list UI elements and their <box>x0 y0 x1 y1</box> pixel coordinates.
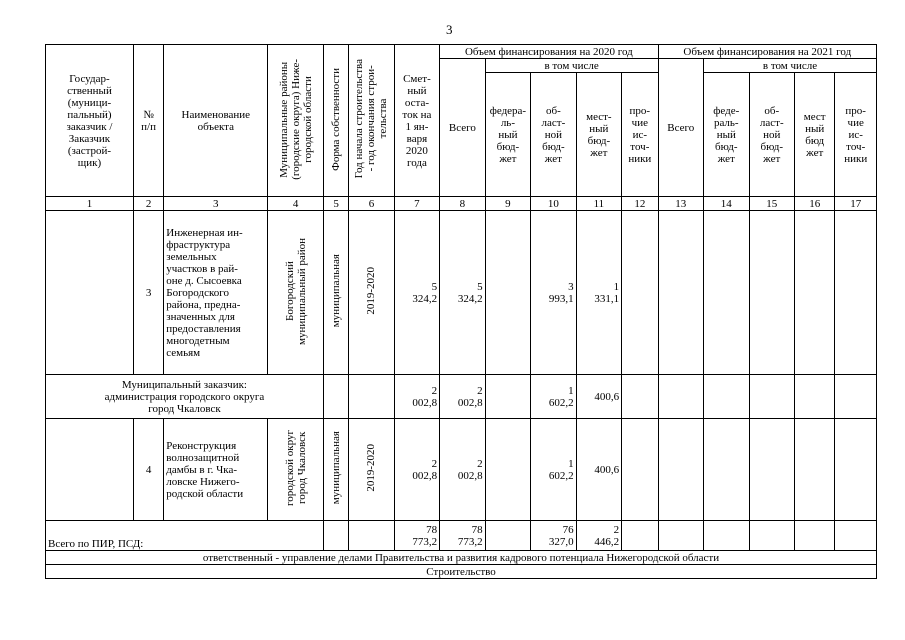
col-num: 12 <box>622 197 658 211</box>
header-regional-2020: об- ласт- ной бюд- жет <box>531 73 576 197</box>
table-row <box>46 375 877 419</box>
financing-table <box>45 44 877 579</box>
header-fin-2021: Объем финансирования на 2021 год <box>658 45 876 59</box>
total-2020-value: 5 324,2 <box>440 211 485 375</box>
regional-2020-value: 3 993,1 <box>531 211 576 375</box>
total-2020-value: 2 002,8 <box>440 419 485 521</box>
customer-label: Муниципальный заказчик: администрация городского округа город Чкаловск <box>46 375 324 419</box>
page-number: 3 <box>446 22 453 37</box>
ownership: муниципальная <box>323 419 348 521</box>
col-num: 2 <box>133 197 163 211</box>
header-years: Год начала строительства - год окончания строи- тельства <box>349 45 394 197</box>
estimate-value: 2 002,8 <box>394 419 439 521</box>
regional-2020-value: 1 602,2 <box>531 419 576 521</box>
table-row <box>46 419 877 521</box>
row-number: 4 <box>133 419 163 521</box>
responsible-row: ответственный - управление делами Правительства и развития кадрового потенциала Нижегородской области <box>46 551 877 565</box>
column-number-row <box>46 197 877 211</box>
header-number: № п/п <box>133 45 163 197</box>
header-other-2021: про- чие ис- точ- ники <box>835 73 877 197</box>
total-2020-value: 2 002,8 <box>440 375 485 419</box>
header-local-2020: мест- ный бюд- жет <box>576 73 621 197</box>
col-num: 14 <box>704 197 749 211</box>
estimate-value: 2 002,8 <box>394 375 439 419</box>
header-incl-2021: в том числе <box>704 59 877 73</box>
col-num: 9 <box>485 197 530 211</box>
col-num: 17 <box>835 197 877 211</box>
estimate-value: 5 324,2 <box>394 211 439 375</box>
col-num: 13 <box>658 197 703 211</box>
table-row <box>46 211 877 375</box>
col-num: 8 <box>440 197 485 211</box>
section-row: Строительство <box>46 565 877 579</box>
col-num: 10 <box>531 197 576 211</box>
header-federal-2021: феде- раль- ный бюд- жет <box>704 73 749 197</box>
total-label: Всего по ПИР, ПСД: <box>46 521 324 551</box>
header-fin-2020: Объем финансирования на 2020 год <box>440 45 658 59</box>
header-estimate: Смет- ный оста- ток на 1 ян- варя 2020 года <box>394 45 439 197</box>
district: Богородский муниципальный район <box>268 211 324 375</box>
ownership: муниципальная <box>323 211 348 375</box>
header-local-2021: мест ный бюд жет <box>795 73 835 197</box>
col-num: 3 <box>164 197 268 211</box>
col-num: 11 <box>576 197 621 211</box>
col-num: 6 <box>349 197 394 211</box>
header-regional-2021: об- ласт- ной бюд- жет <box>749 73 794 197</box>
local-2020-value: 400,6 <box>576 375 621 419</box>
col-num: 1 <box>46 197 134 211</box>
table-row <box>46 521 877 551</box>
header-object-name: Наименование объекта <box>164 45 268 197</box>
header-districts: Муниципальные районы (городские округа) Ниже- городской области <box>268 45 324 197</box>
col-num: 15 <box>749 197 794 211</box>
local-2020-value: 1 331,1 <box>576 211 621 375</box>
header-other-2020: про- чие ис- точ- ники <box>622 73 658 197</box>
header-total-2020: Всего <box>440 59 485 197</box>
years: 2019-2020 <box>349 419 394 521</box>
district: городской округ город Чкаловск <box>268 419 324 521</box>
header-ownership: Форма собственности <box>323 45 348 197</box>
local-2020-value: 400,6 <box>576 419 621 521</box>
object-name: Инженерная ин- фраструктура земельных участков в рай- оне д. Сысоевка Богородского района, предна- значенных для предоставления многодетным семьям <box>164 211 268 375</box>
object-name: Реконструкция волнозащитной дамбы в г. Чка- ловске Нижего- родской области <box>164 419 268 521</box>
col-num: 7 <box>394 197 439 211</box>
years: 2019-2020 <box>349 211 394 375</box>
header-incl-2020: в том числе <box>485 59 658 73</box>
regional-2020-value: 1 602,2 <box>531 375 576 419</box>
header-total-2021: Всего <box>658 59 703 197</box>
header-customer: Государ- ственный (муници- пальный) заказчик / Заказчик (застрой- щик) <box>46 45 134 197</box>
col-num: 4 <box>268 197 324 211</box>
estimate-value: 78 773,2 <box>394 521 439 551</box>
header-federal-2020: федера- ль- ный бюд- жет <box>485 73 530 197</box>
total-2020-value: 78 773,2 <box>440 521 485 551</box>
regional-2020-value: 76 327,0 <box>531 521 576 551</box>
col-num: 5 <box>323 197 348 211</box>
local-2020-value: 2 446,2 <box>576 521 621 551</box>
row-number: 3 <box>133 211 163 375</box>
col-num: 16 <box>795 197 835 211</box>
